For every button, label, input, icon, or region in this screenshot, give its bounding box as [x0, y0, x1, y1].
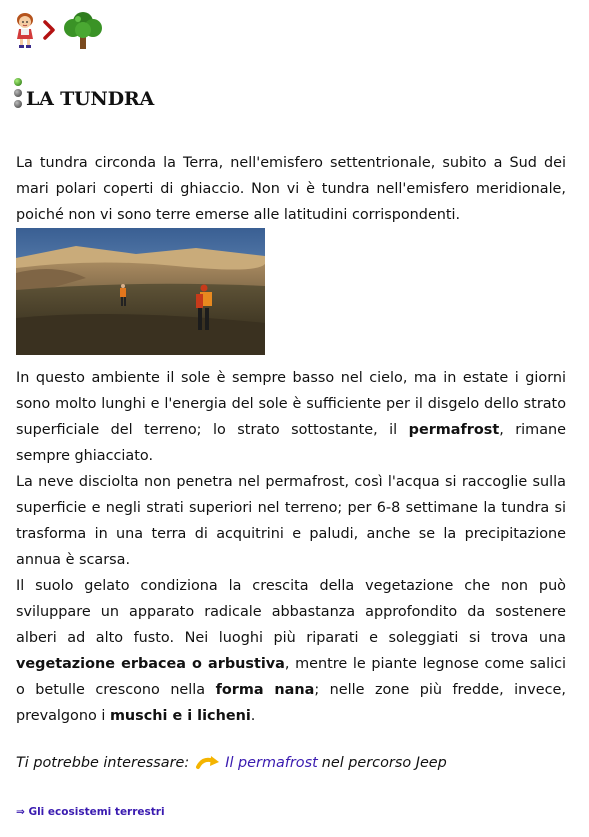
keyword-muschi: muschi e i licheni — [109, 708, 251, 724]
body-text-1c: , rimane sempre ghiacciato. — [16, 422, 566, 464]
chevron-right-icon — [41, 18, 57, 42]
keyword-forma-nana: forma nana — [215, 682, 315, 698]
body-text — [16, 365, 566, 729]
ecosystems-link[interactable]: ⇒ Gli ecosistemi terrestri — [16, 806, 165, 818]
body-text-3c: , mentre le piante legnose come salici o betulle crescono nella — [16, 656, 566, 698]
body-text-1a: In questo ambiente il sole è sempre basso nel cielo, ma in estate i giorni sono molto lunghi e l'energia del sole è sufficiente per il disgelo dello strato superficiale del terreno; lo strato sottostante, il — [16, 370, 566, 438]
tree-icon[interactable] — [61, 10, 105, 50]
body-text-2: La neve disciolta non penetra nel permafrost, così l'acqua si raccoglie sulla superficie e negli strati superiori nel terreno; per 6-8 settimane la tundra si trasforma in una terra di acquitrini e paludi, anche se la precipitazione annua è scarsa. — [16, 474, 566, 568]
curved-arrow-icon — [195, 755, 221, 771]
body-text-3g: . — [250, 708, 256, 724]
intro-paragraph: La tundra circonda la Terra, nell'emisfero settentrionale, subito a Sud dei mari polari coperti di ghiaccio. Non vi è tundra nell'emisfero meridionale, poiché non vi sono terre emerse alle latitudini corrispondenti. — [16, 155, 566, 223]
related-suffix: nel percorso Jeep — [321, 755, 447, 771]
tundra-photo — [16, 228, 265, 355]
body-text-3a: Il suolo gelato condiziona la crescita della vegetazione che non può sviluppare un apparato radicale abbastanza approfondito da sostenere alberi ad alto fusto. Nei luoghi più riparati e soleggiati si trova una — [16, 578, 566, 646]
bullet-dots-icon — [14, 78, 22, 108]
related-content — [16, 755, 447, 771]
keyword-vegetazione: vegetazione erbacea o arbustiva — [16, 656, 285, 672]
body-text-3e: ; nelle zone più fredde, invece, prevalgono i — [16, 682, 566, 724]
related-prefix: Ti potrebbe interessare: — [16, 755, 190, 771]
keyword-permafrost: permafrost — [408, 422, 500, 438]
girl-icon[interactable] — [12, 12, 38, 48]
breadcrumb — [12, 10, 105, 50]
permafrost-link[interactable]: Il permafrost — [225, 755, 318, 771]
title-row — [14, 78, 154, 110]
page-title: LA TUNDRA — [26, 88, 154, 110]
